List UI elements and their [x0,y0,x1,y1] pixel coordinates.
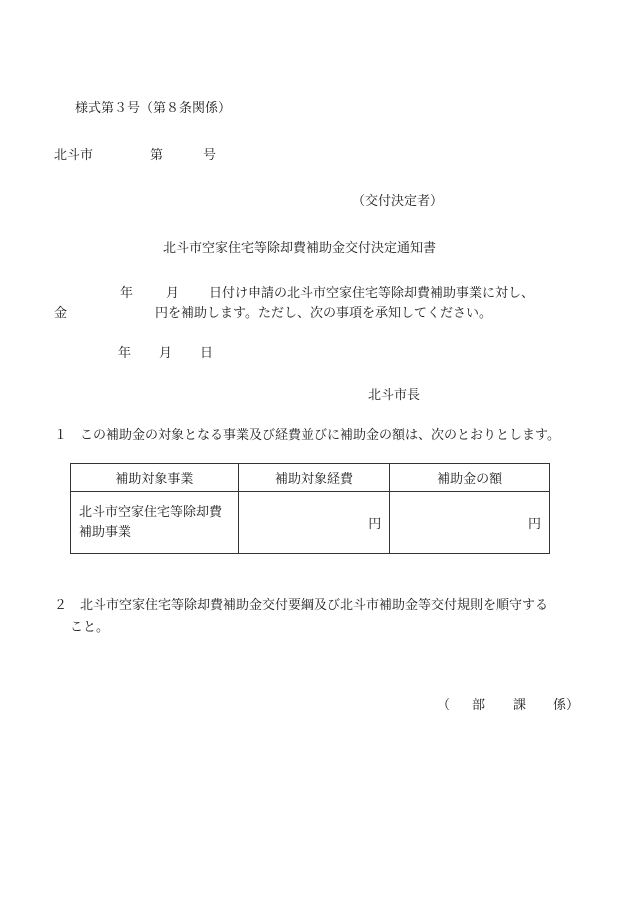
doc-number-go: 号 [203,148,217,163]
signer: 北斗市長 [368,388,421,403]
item-2-line1: ２ 北斗市空家住宅等除却費補助金交付要綱及び北斗市補助金等交付規則を順守する [54,598,549,613]
contact-open: （ [437,698,451,713]
body-line1: 日付け申請の北斗市空家住宅等除却費補助事業に対し、 [209,286,535,301]
header-expense: 補助対象経費 [238,464,390,492]
contact-ka: 課 [513,698,527,713]
project-line1: 北斗市空家住宅等除却費 [79,504,223,520]
contact-bu: 部 [472,698,486,713]
cell-project [71,492,239,554]
cell-expense-unit: 円 [238,492,390,554]
date-hi: 日 [200,346,214,361]
header-amount: 補助金の額 [390,464,550,492]
form-label: 様式第３号（第８条関係） [75,101,232,116]
body-nen: 年 [120,286,134,301]
date-nen: 年 [118,346,132,361]
body-line2: 円を補助します。ただし、次の事項を承知してください。 [155,306,492,321]
header-project: 補助対象事業 [71,464,239,492]
cell-amount-unit: 円 [390,492,550,554]
project-line2: 補助事業 [79,524,132,540]
doc-number-city: 北斗市 [54,148,94,163]
item-1: １ この補助金の対象となる事業及び経費並びに補助金の額は、次のとおりとします。 [54,428,560,443]
contact-kakari: 係） [553,698,580,713]
item-2-line2: こと。 [70,620,110,635]
table-row [71,492,550,554]
document-title: 北斗市空家住宅等除却費補助金交付決定通知書 [163,241,437,256]
grant-table [70,463,550,554]
recipient: （交付決定者） [352,194,444,209]
doc-number-dai: 第 [150,148,164,163]
body-tsuki: 月 [166,286,180,301]
body-kin: 金 [54,306,68,321]
table-header-row [71,464,550,492]
date-tsuki: 月 [159,346,173,361]
